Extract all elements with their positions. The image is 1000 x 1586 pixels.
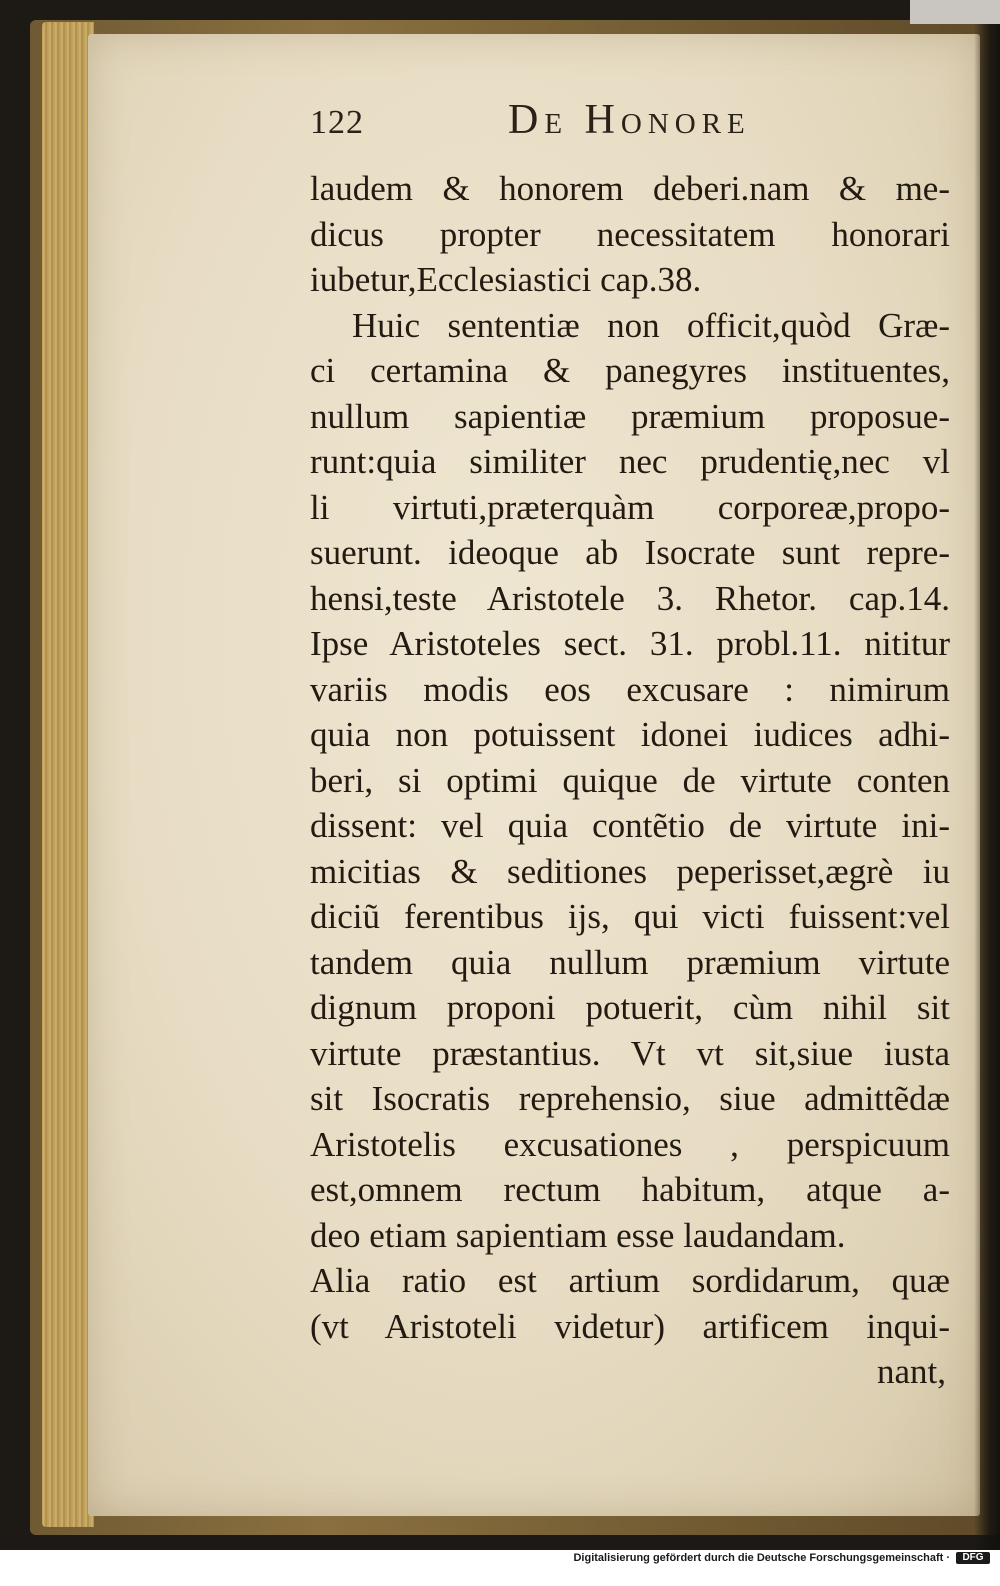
text-line: quia non potuissent idonei iudices adhi- (310, 715, 950, 754)
text-line: micitias & seditiones peperisset,ægrè iu (310, 851, 950, 891)
text-line: Aristotelis excusationes , perspicuum (310, 1124, 950, 1164)
text-line: li virtuti,præterquàm corporeæ,propo- (310, 487, 950, 527)
scan-corner (910, 0, 1000, 24)
text-line: deo etiam sapientiam esse laudandam. (310, 1215, 846, 1255)
body-text (310, 166, 950, 1395)
text-line: hensi,teste Aristotele 3. Rhetor. cap.14. (310, 578, 950, 618)
text-line: est,omnem rectum habitum, atque a- (310, 1170, 950, 1209)
spine-shadow (974, 0, 1000, 1550)
text-line: tandem quia nullum præmium virtute (310, 942, 950, 982)
text-line: virtute præstantius. Vt vt sit,siue iusta (310, 1033, 950, 1073)
text-line: dignum proponi potuerit, cùm nihil sit (310, 988, 950, 1027)
running-head: De Honore (508, 97, 751, 143)
text-line: beri, si optimi quique de virtute conten (310, 760, 950, 800)
text-line: Huic sententiæ non officit,quòd Græ- (352, 305, 950, 345)
dfg-logo: DFG (956, 1552, 990, 1564)
text-line: iubetur,Ecclesiastici cap.38. (310, 260, 702, 299)
text-line: suerunt. ideoque ab Isocrate sunt repre- (310, 533, 950, 572)
text-line: variis modis eos excusare : nimirum (310, 669, 950, 709)
footer-credit: Digitalisierung gefördert durch die Deutsche Forschungsgemeinschaft · (573, 1552, 950, 1564)
text-line: diciũ ferentibus ijs, qui victi fuissent:vel (310, 897, 950, 936)
text-line: (vt Aristoteli videtur) artificem inqui- (310, 1306, 950, 1346)
text-line: runt:quia similiter nec prudentię,nec vl (310, 442, 950, 481)
text-line: dicus propter necessitatem honorari (310, 214, 950, 254)
text-line: Ipse Aristoteles sect. 31. probl.11. nititur (310, 624, 950, 663)
text-line: dissent: vel quia contẽtio de virtute ini- (310, 806, 950, 845)
text-line: ci certamina & panegyres instituentes, (310, 351, 950, 390)
page-edges (42, 22, 94, 1527)
page-number: 122 (310, 104, 364, 141)
catchword: nant, (876, 1352, 946, 1391)
text-line: laudem & honorem deberi.nam & me- (310, 169, 950, 208)
text-line: sit Isocratis reprehensio, siue admittẽdæ (310, 1079, 950, 1118)
text-line: Alia ratio est artium sordidarum, quæ (310, 1261, 950, 1300)
page-header (310, 96, 950, 156)
text-line: nullum sapientiæ præmium proposue- (310, 396, 950, 436)
